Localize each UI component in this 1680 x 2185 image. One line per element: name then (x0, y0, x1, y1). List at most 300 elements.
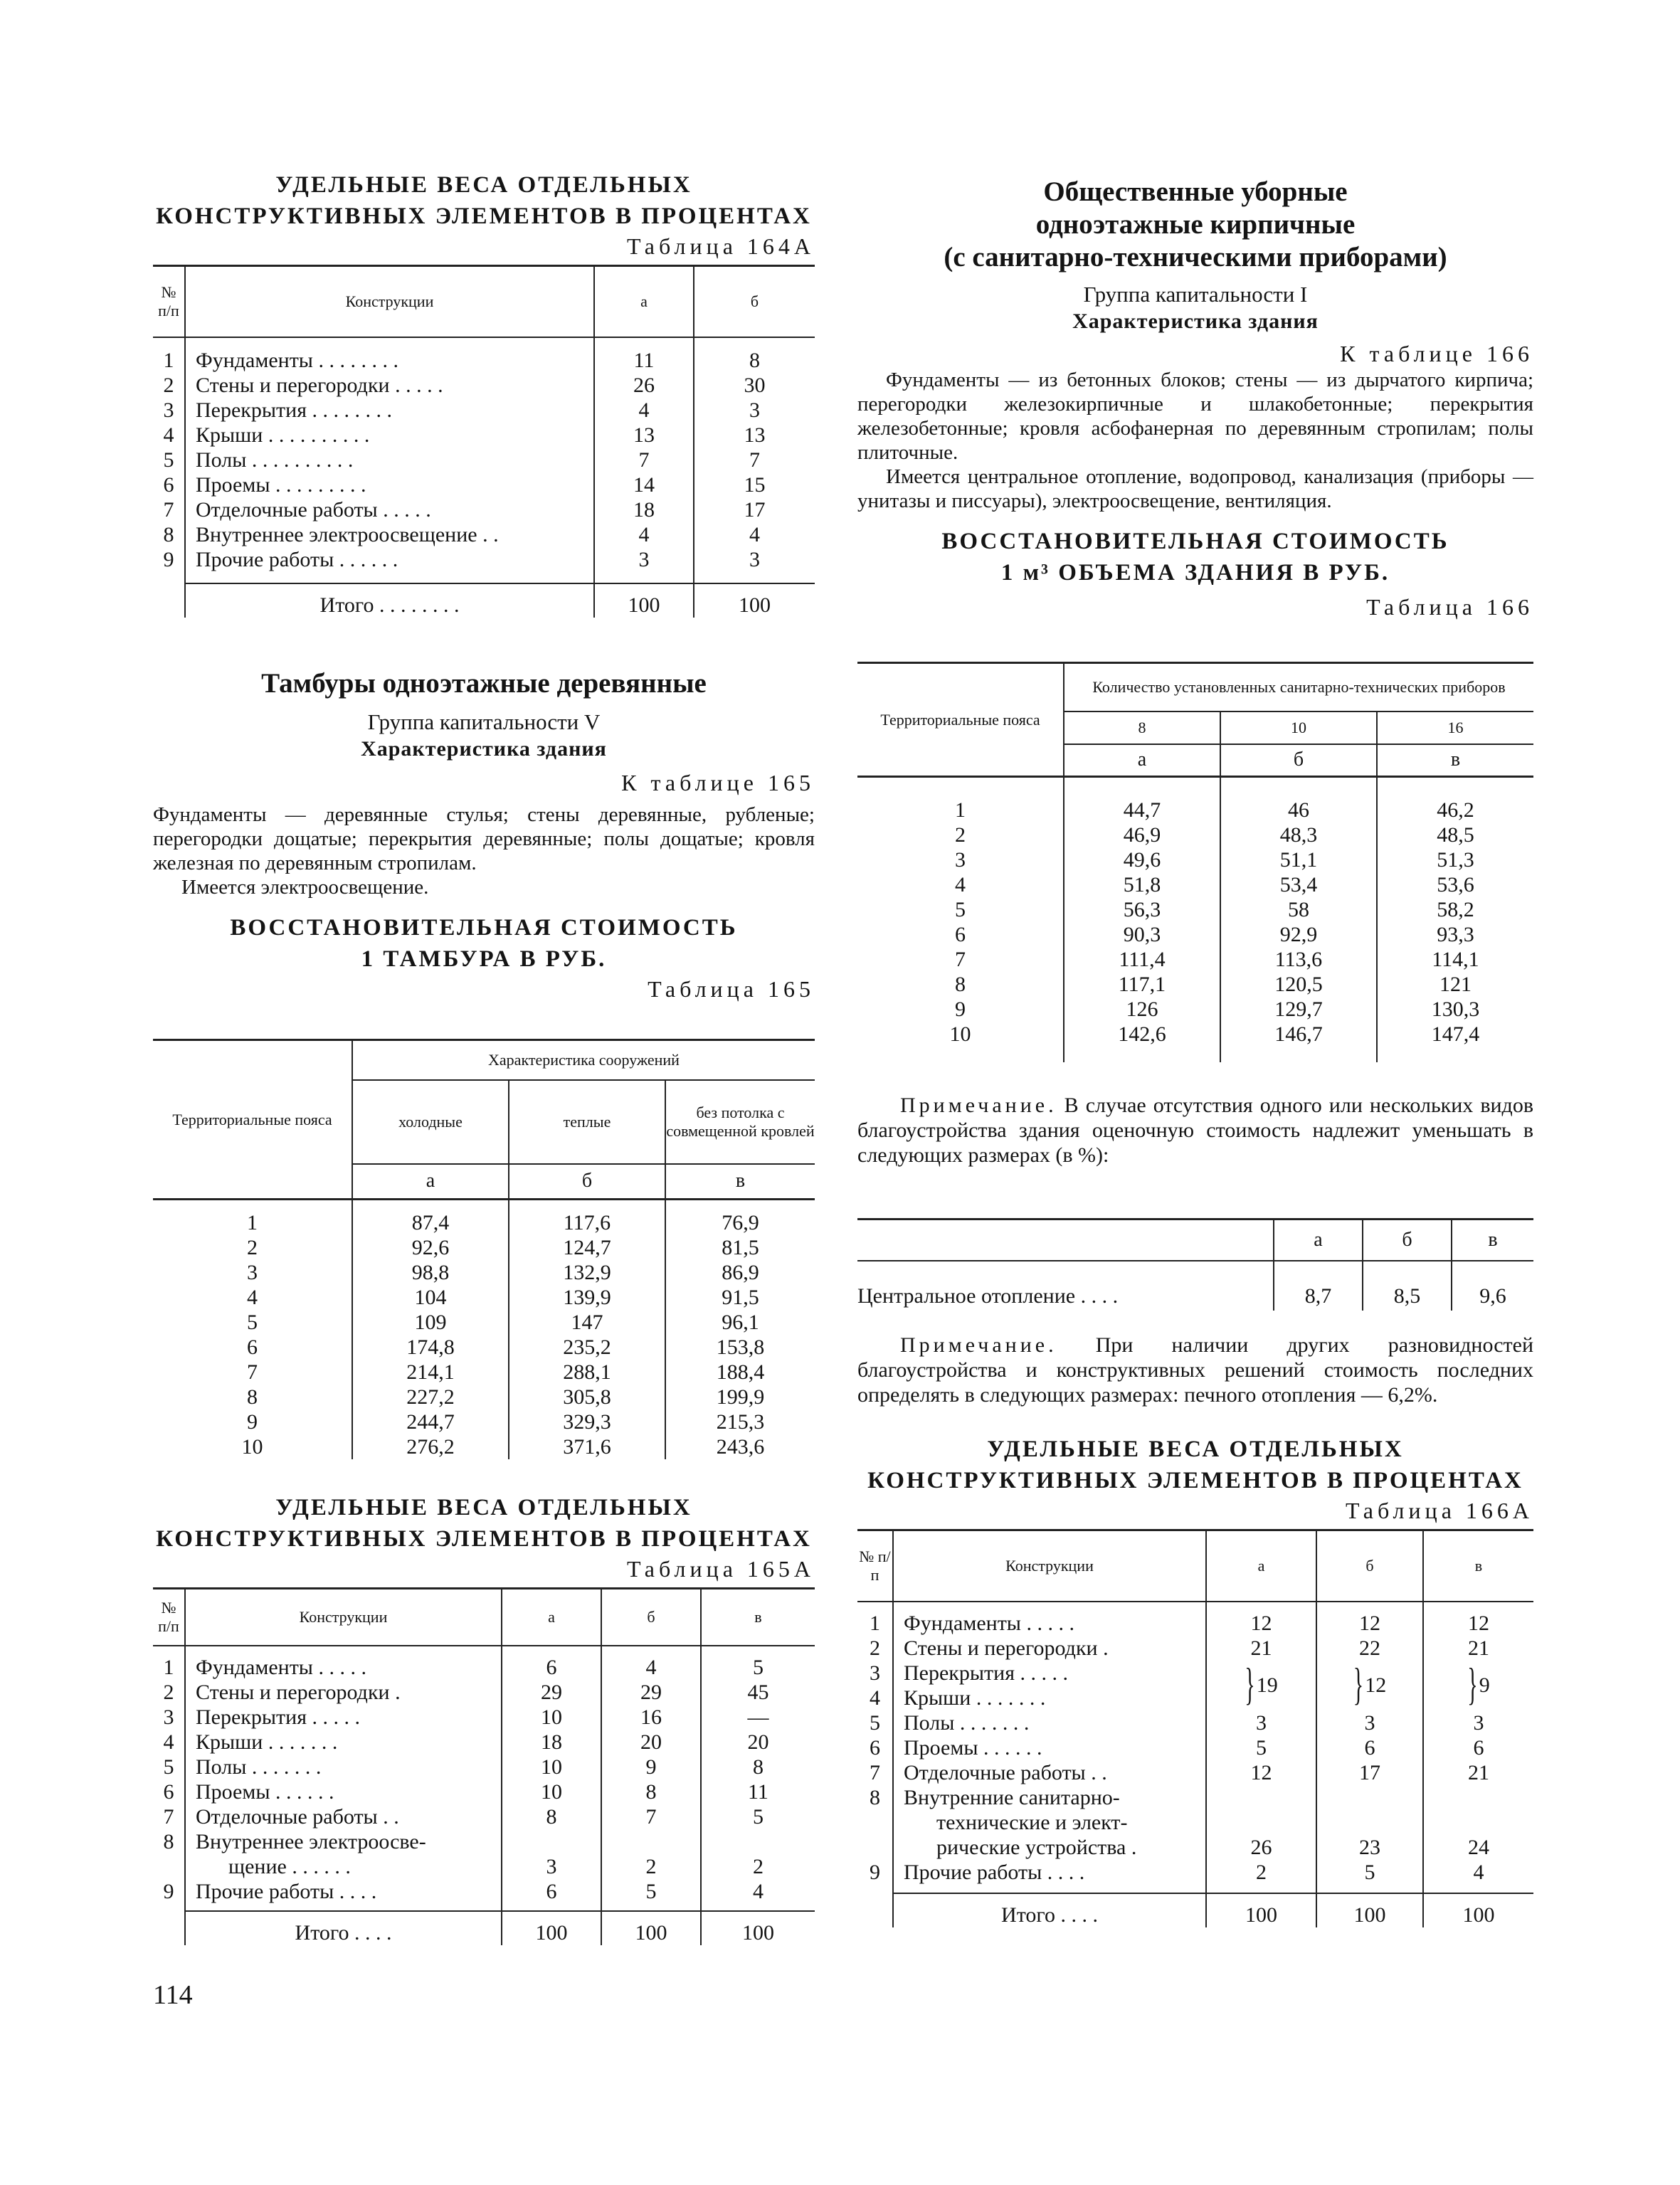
cell-b: 16 (601, 1705, 701, 1730)
cell-v: 20 (701, 1730, 815, 1755)
cell-v: 3 (1423, 1710, 1533, 1735)
table-row (857, 1785, 1533, 1810)
table-165-block (153, 1039, 815, 1459)
table-row (857, 822, 1533, 847)
cell-b: 48,3 (1220, 822, 1377, 847)
cell-a: 10 (502, 1705, 601, 1730)
cell-a: 214,1 (352, 1360, 509, 1385)
heading: ВОССТАНОВИТЕЛЬНАЯ СТОИМОСТЬ (941, 529, 1449, 554)
total-a: 100 (594, 583, 694, 618)
row-num: 6 (163, 472, 174, 497)
section-title: одноэтажные кирпичные (1035, 209, 1356, 240)
cell-b: 3 (694, 398, 815, 423)
row-num: 7 (163, 497, 174, 522)
table-row (153, 1285, 815, 1310)
row-name: Полы . . . . . . . (185, 1755, 502, 1779)
cell-a: 21 (1206, 1636, 1316, 1661)
zone: 7 (247, 1360, 258, 1384)
cell-b: 3 (694, 547, 815, 572)
col-num-header: № п/п (153, 266, 185, 337)
table-label: Таблица 165 (648, 976, 815, 1002)
row-num: 7 (163, 1804, 174, 1829)
row-name: Прочие работы . . . . (185, 1879, 502, 1904)
cell-b: 4 (694, 522, 815, 547)
row-name: Крыши . . . . . . . (185, 1730, 502, 1755)
cell-v: 130,3 (1377, 997, 1533, 1022)
cell-a: 5 (1206, 1735, 1316, 1760)
cell-v-merged (1423, 1661, 1533, 1710)
cell-a: 51,8 (1064, 872, 1220, 897)
note-text: При наличии других разновидностей благоустройства и конструктивных решений стоимость последних определять в следующих размерах: печного отопления — 6,2%. (857, 1333, 1534, 1407)
note-2 (857, 1333, 1533, 1407)
table-165 (153, 1039, 815, 1459)
zone: 4 (955, 873, 966, 896)
table-row (153, 1879, 815, 1904)
table-166 (857, 662, 1533, 1062)
row-name: Полы . . . . . . . . . . (185, 448, 594, 472)
table-row (857, 1760, 1533, 1785)
cell-v: 11 (701, 1779, 815, 1804)
table-row (857, 947, 1533, 972)
sub-a: а (1064, 744, 1220, 777)
cell-v: 12 (1423, 1611, 1533, 1636)
table-166a (857, 1529, 1533, 1927)
col-a-header: а (1274, 1220, 1363, 1261)
heading: КОНСТРУКТИВНЫХ ЭЛЕМЕНТОВ В ПРОЦЕНТАХ (156, 1526, 812, 1552)
table-row (857, 1835, 1533, 1860)
table-row (153, 1655, 815, 1680)
cell-a: 18 (594, 497, 694, 522)
zone: 2 (247, 1236, 258, 1259)
cell-b: 58 (1220, 897, 1377, 922)
description-text: Имеется электроосвещение. (181, 876, 429, 899)
row-num: 2 (163, 1680, 174, 1704)
row-num: 6 (163, 1779, 174, 1804)
zone: 5 (247, 1311, 258, 1334)
row-name: Стены и перегородки . (185, 1680, 502, 1705)
merged-value: 9 (1479, 1673, 1490, 1697)
cell-v: 81,5 (665, 1235, 815, 1260)
sub-b: б (1220, 744, 1377, 777)
col-a-header: а (502, 1589, 601, 1646)
row-num: 8 (163, 1829, 174, 1853)
table-row (153, 1335, 815, 1360)
characteristic-label: Характеристика здания (361, 737, 607, 761)
cell-b: 288,1 (509, 1360, 665, 1385)
cell-b: 29 (601, 1680, 701, 1705)
row-name: Внутренние санитарно- (893, 1785, 1206, 1810)
brace-icon: } (1467, 1660, 1478, 1710)
heading: 1 ТАМБУРА В РУБ. (361, 946, 607, 972)
row-name: Внутреннее электроосвещение . . (185, 522, 594, 547)
row-num: 5 (163, 448, 174, 472)
row-name: Фундаменты . . . . . . . . (185, 348, 594, 373)
cell-v: 9,6 (1452, 1261, 1533, 1311)
cell-v: 188,4 (665, 1360, 815, 1385)
row-num: 5 (870, 1710, 880, 1735)
col-b-header: б (1363, 1220, 1452, 1261)
table-row (153, 1680, 815, 1705)
cell-b: 8 (694, 348, 815, 373)
note-label: Примечание. (900, 1333, 1057, 1357)
table-row (857, 1735, 1533, 1760)
cell-v: 5 (701, 1804, 815, 1829)
cell-a: 87,4 (352, 1210, 509, 1235)
cell-a: 26 (594, 373, 694, 398)
table-row (857, 922, 1533, 947)
zone: 10 (241, 1435, 263, 1459)
cell-a: 98,8 (352, 1260, 509, 1285)
cell-a: 18 (502, 1730, 601, 1755)
row-num: 2 (163, 373, 174, 397)
row-num: 4 (163, 423, 174, 447)
table-row (153, 1210, 815, 1235)
table-row (153, 1235, 815, 1260)
col-constr-header: Конструкции (185, 1589, 502, 1646)
zone: 7 (955, 948, 966, 971)
cell-v: 21 (1423, 1760, 1533, 1785)
brace-icon: } (1353, 1660, 1364, 1710)
cell-a: 142,6 (1064, 1022, 1220, 1047)
cell-a: 10 (502, 1779, 601, 1804)
col-a-header: а (1206, 1530, 1316, 1602)
cell-b: 3 (1316, 1710, 1423, 1735)
table-row (153, 1730, 815, 1755)
total-v: 100 (701, 1911, 815, 1945)
row-num: 7 (870, 1760, 880, 1784)
cell-a: 6 (502, 1879, 601, 1904)
table-row (153, 522, 815, 547)
cell-a-merged (1206, 1661, 1316, 1710)
row-num: 3 (163, 398, 174, 422)
table-row (153, 472, 815, 497)
row-num: 4 (870, 1686, 880, 1710)
row-num: 2 (870, 1636, 880, 1660)
total-b: 100 (694, 583, 815, 618)
total-row (153, 583, 815, 618)
cell-a: 56,3 (1064, 897, 1220, 922)
cell-b: 120,5 (1220, 972, 1377, 997)
cell-b: 92,9 (1220, 922, 1377, 947)
description-text: Фундаменты — деревянные стулья; стены деревянные, рубленые; перегородки дощатые; перекрытия деревянные; полы дощатые; кровля железная по деревянным стропилам. (153, 803, 815, 874)
col-constr-header: Конструкции (893, 1530, 1206, 1602)
table-164a-block (153, 169, 815, 618)
cell-a: 12 (1206, 1760, 1316, 1785)
cell-b: 305,8 (509, 1385, 665, 1409)
cell-v: 48,5 (1377, 822, 1533, 847)
table-row (153, 423, 815, 448)
cell-v: 199,9 (665, 1385, 815, 1409)
cell-v: 51,3 (1377, 847, 1533, 872)
row-name: Перекрытия . . . . . . . . (185, 398, 594, 423)
cell-a: 90,3 (1064, 922, 1220, 947)
cell-v: 8 (701, 1755, 815, 1779)
cell-v: 153,8 (665, 1335, 815, 1360)
table-row (153, 1409, 815, 1434)
cell-v: 76,9 (665, 1210, 815, 1235)
cell-a: 92,6 (352, 1235, 509, 1260)
heading: 1 м³ ОБЪЕМА ЗДАНИЯ В РУБ. (1000, 560, 1390, 586)
row-name-cont: щение . . . . . . (185, 1854, 502, 1879)
cell-v: 21 (1423, 1636, 1533, 1661)
cell-b: 6 (1316, 1735, 1423, 1760)
total-row (153, 1911, 815, 1945)
cell-b-merged (1316, 1661, 1423, 1710)
cell-b: 13 (694, 423, 815, 448)
col1-header: 8 (1064, 711, 1220, 744)
cell-a: 117,1 (1064, 972, 1220, 997)
cell-a: 276,2 (352, 1434, 509, 1459)
zone: 6 (955, 923, 966, 946)
zone: 9 (247, 1410, 258, 1434)
cell-b: 132,9 (509, 1260, 665, 1285)
note-1 (857, 1093, 1533, 1168)
table-row (857, 1022, 1533, 1047)
col2-header: 10 (1220, 711, 1377, 744)
row-name: Проемы . . . . . . (893, 1735, 1206, 1760)
row-num: 9 (163, 547, 174, 571)
cell-a: 104 (352, 1285, 509, 1310)
table-row (153, 1829, 815, 1854)
page-number: 114 (153, 1980, 193, 2010)
heading: УДЕЛЬНЫЕ ВЕСА ОТДЕЛЬНЫХ (275, 172, 692, 198)
cell-v: 114,1 (1377, 947, 1533, 972)
row-name: Отделочные работы . . . . . (185, 497, 594, 522)
row-num: 3 (870, 1661, 880, 1685)
cell-v: 215,3 (665, 1409, 815, 1434)
table-row (153, 1804, 815, 1829)
cell-v: 45 (701, 1680, 815, 1705)
col-num-header: № п/п (153, 1589, 185, 1646)
col3-header: без потолка с совмещенной кровлей (665, 1080, 815, 1164)
table-row (153, 1434, 815, 1459)
row-num: 1 (163, 1655, 174, 1679)
cell-b: 12 (1316, 1611, 1423, 1636)
cell-a: 12 (1206, 1611, 1316, 1636)
zone: 2 (955, 823, 966, 847)
cell-a: 244,7 (352, 1409, 509, 1434)
cell-b: 20 (601, 1730, 701, 1755)
cell-v: 121 (1377, 972, 1533, 997)
cell-a: 2 (1206, 1860, 1316, 1885)
row-name: Перекрытия . . . . . (893, 1661, 1206, 1686)
merged-value: 19 (1256, 1673, 1278, 1697)
row-name: Фундаменты . . . . . (185, 1655, 502, 1680)
col-group-header: Количество установленных санитарно-технических приборов (1064, 663, 1533, 711)
col-b-header: б (1316, 1530, 1423, 1602)
cell-v: 53,6 (1377, 872, 1533, 897)
table-row (153, 1755, 815, 1779)
col3-header: 16 (1377, 711, 1533, 744)
total-b: 100 (601, 1911, 701, 1945)
brace-icon: } (1245, 1660, 1255, 1710)
merged-value: 12 (1365, 1673, 1387, 1697)
note-label: Примечание. (900, 1094, 1057, 1117)
cell-v: 46,2 (1377, 798, 1533, 822)
cell-a: 11 (594, 348, 694, 373)
row-name: Проемы . . . . . . (185, 1779, 502, 1804)
table-row (153, 1310, 815, 1335)
row-name: Фундаменты . . . . . (893, 1611, 1206, 1636)
cell-a: 29 (502, 1680, 601, 1705)
cell-a: 3 (502, 1854, 601, 1879)
cell-b: 15 (694, 472, 815, 497)
table-165a-block (153, 1492, 815, 1945)
cell-b: 117,6 (509, 1210, 665, 1235)
row-name-cont: технические и элект- (893, 1810, 1206, 1835)
sub-v: в (665, 1164, 815, 1200)
cell-b: 17 (1316, 1760, 1423, 1785)
row-name: Проемы . . . . . . . . . (185, 472, 594, 497)
table-row (153, 497, 815, 522)
table-row (857, 872, 1533, 897)
cell-b: 147 (509, 1310, 665, 1335)
total-row (857, 1893, 1533, 1927)
row-num: 4 (163, 1730, 174, 1754)
total-label: Итого . . . . (893, 1893, 1206, 1927)
zone: 8 (955, 973, 966, 996)
cell-a: 8 (502, 1804, 601, 1829)
zone: 8 (247, 1385, 258, 1409)
row-name: Крыши . . . . . . . (893, 1686, 1206, 1710)
cell-v: 58,2 (1377, 897, 1533, 922)
table-row (857, 1661, 1533, 1686)
cell-a: 49,6 (1064, 847, 1220, 872)
row-name: Прочие работы . . . . . . (185, 547, 594, 572)
total-label: Итого . . . . (185, 1911, 502, 1945)
total-a: 100 (502, 1911, 601, 1945)
heading: ВОССТАНОВИТЕЛЬНАЯ СТОИМОСТЬ (230, 915, 738, 941)
cell-b: 30 (694, 373, 815, 398)
zone: 6 (247, 1335, 258, 1359)
zone: 9 (955, 998, 966, 1021)
table-row (857, 1810, 1533, 1835)
row-name: Перекрытия . . . . . (185, 1705, 502, 1730)
cell-v: — (701, 1705, 815, 1730)
cell-a: 8,7 (1274, 1261, 1363, 1311)
table-label: Таблица 165А (627, 1556, 815, 1582)
row-num: 8 (163, 522, 174, 546)
heading: УДЕЛЬНЫЕ ВЕСА ОТДЕЛЬНЫХ (275, 1495, 692, 1520)
cell-b: 7 (601, 1804, 701, 1829)
cell-b: 22 (1316, 1636, 1423, 1661)
sub-v: в (1377, 744, 1533, 777)
cell-b: 51,1 (1220, 847, 1377, 872)
sub-a: а (352, 1164, 509, 1200)
table-row (857, 1261, 1533, 1311)
section-166 (857, 176, 1533, 621)
table-label: Таблица 166А (1346, 1498, 1533, 1523)
cell-b: 113,6 (1220, 947, 1377, 972)
table-165a (153, 1587, 815, 1945)
cell-a: 10 (502, 1755, 601, 1779)
capital-group: Группа капитальности V (367, 709, 601, 734)
cell-b: 4 (601, 1655, 701, 1680)
col-constr-header: Конструкции (185, 266, 594, 337)
table-row (153, 1779, 815, 1804)
table-166-block (857, 662, 1533, 1062)
cell-a: 109 (352, 1310, 509, 1335)
sub-b: б (509, 1164, 665, 1200)
heading: КОНСТРУКТИВНЫХ ЭЛЕМЕНТОВ В ПРОЦЕНТАХ (867, 1468, 1523, 1493)
table-row (153, 398, 815, 423)
cell-b: 129,7 (1220, 997, 1377, 1022)
cell-b: 17 (694, 497, 815, 522)
col-num-header: № п/п (857, 1530, 893, 1602)
table-row (857, 847, 1533, 872)
cell-v: 96,1 (665, 1310, 815, 1335)
table-row (153, 1854, 815, 1879)
cell-v: 93,3 (1377, 922, 1533, 947)
cell-b: 5 (1316, 1860, 1423, 1885)
row-num: 3 (163, 1705, 174, 1729)
cell-b: 9 (601, 1755, 701, 1779)
description (153, 803, 815, 899)
cell-b: 7 (694, 448, 815, 472)
col-group-header: Характеристика сооружений (352, 1040, 815, 1080)
cell-a: 7 (594, 448, 694, 472)
capital-group: Группа капитальности I (1083, 282, 1308, 307)
table-row (857, 1611, 1533, 1636)
cell-v: 86,9 (665, 1260, 815, 1285)
characteristic-label: Характеристика здания (1072, 310, 1319, 333)
col2-header: теплые (509, 1080, 665, 1164)
cell-b: 23 (1316, 1835, 1423, 1860)
col-v-header: в (1423, 1530, 1533, 1602)
row-num: 6 (870, 1735, 880, 1760)
cell-b: 235,2 (509, 1335, 665, 1360)
section-title: (с санитарно-техническими приборами) (944, 242, 1447, 273)
row-name: Центральное отопление . . . . (857, 1284, 1119, 1308)
col1-header: холодные (352, 1080, 509, 1164)
table-row (153, 547, 815, 572)
col-b-header: б (601, 1589, 701, 1646)
row-name: Отделочные работы . . (893, 1760, 1206, 1785)
cell-b: 2 (601, 1854, 701, 1879)
row-name: Крыши . . . . . . . . . . (185, 423, 594, 448)
cell-b: 8,5 (1363, 1261, 1452, 1311)
table-166a-block (857, 1434, 1533, 1927)
cell-b: 46 (1220, 798, 1377, 822)
section-title: Тамбуры одноэтажные деревянные (261, 668, 707, 699)
heading: КОНСТРУКТИВНЫХ ЭЛЕМЕНТОВ В ПРОЦЕНТАХ (156, 203, 812, 229)
cell-a: 44,7 (1064, 798, 1220, 822)
table-row (153, 448, 815, 472)
table-row (857, 1860, 1533, 1885)
cell-b: 329,3 (509, 1409, 665, 1434)
cell-a: 46,9 (1064, 822, 1220, 847)
zone: 3 (955, 848, 966, 872)
cell-a: 174,8 (352, 1335, 509, 1360)
total-label: Итого . . . . . . . . (185, 583, 594, 618)
cell-v: 91,5 (665, 1285, 815, 1310)
cell-b: 124,7 (509, 1235, 665, 1260)
cell-b: 146,7 (1220, 1022, 1377, 1047)
row-name: Стены и перегородки . . . . . (185, 373, 594, 398)
row-num: 1 (163, 348, 174, 372)
zone: 5 (955, 898, 966, 921)
cell-a: 3 (1206, 1710, 1316, 1735)
table-row (857, 1636, 1533, 1661)
zone: 1 (247, 1211, 258, 1234)
total-v: 100 (1423, 1893, 1533, 1927)
zone: 3 (247, 1261, 258, 1284)
table-label: Таблица 166 (1366, 594, 1533, 620)
row-num: 9 (163, 1879, 174, 1903)
col-zone-header: Территориальные пояса (857, 663, 1064, 777)
table-164a (153, 265, 815, 618)
row-num: 5 (163, 1755, 174, 1779)
